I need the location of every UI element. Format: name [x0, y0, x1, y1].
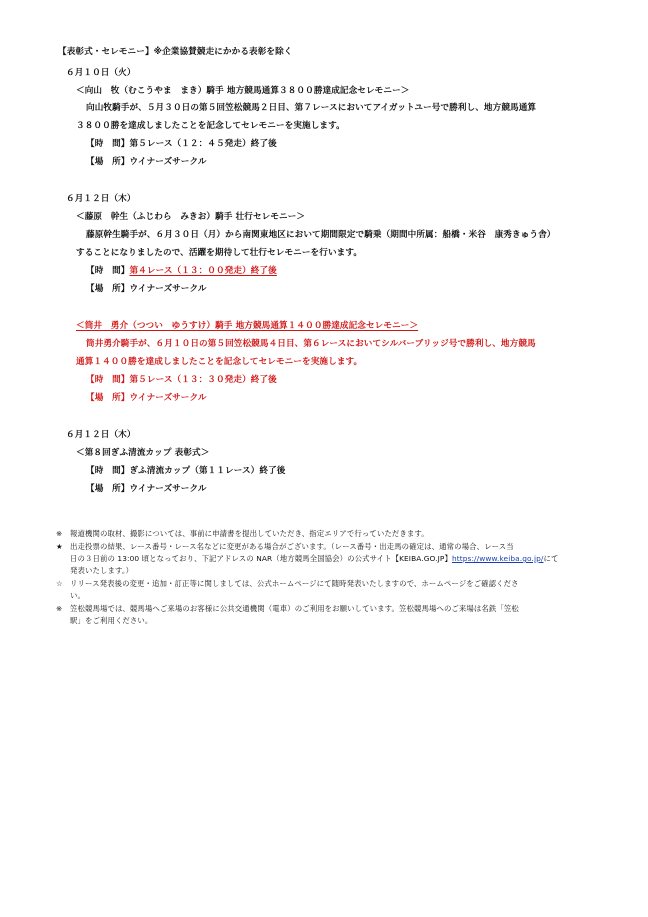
- event-3-body-line1: 筒井勇介騎手が、６月１０日の第５回笠松競馬４日目、第６レースにおいてシルバーブリッジ号で勝利し、地方競馬: [86, 339, 536, 349]
- note-2-line1: 出走投票の結果、レース番号・レース名などに変更がある場合がございます。（レース番号・出走馬の確定は、通常の場合、レース当: [70, 542, 514, 551]
- event-2-place-value: ウイナーズサークル: [129, 284, 207, 294]
- event-3-time-label: 【時 間】: [86, 375, 130, 385]
- note-3-line2: い。: [70, 591, 85, 600]
- section-title-label: 【表彰式・セレモニー】: [58, 47, 154, 57]
- event-3-place-label: 【場 所】: [86, 393, 130, 403]
- event-3-heading: ＜筒井 勇介（つつい ゆうすけ）騎手 地方競馬通算１４００勝達成記念セレモニー＞: [76, 321, 419, 331]
- event-1-date: ６月１０日（火）: [66, 68, 136, 78]
- event-1-place-value: ウイナーズサークル: [129, 157, 207, 167]
- event-1-time-value: 第５レース（１２：４５発走）終了後: [129, 139, 277, 149]
- note-2-line2b: にて: [543, 554, 559, 563]
- note-2-line3: 発表いたします。）: [70, 566, 134, 575]
- note-4-line2: 駅」をご利用ください。: [70, 616, 153, 625]
- event-2-place: [86, 283, 207, 295]
- note-2-mark: ★: [56, 542, 63, 551]
- event-4-date: ６月１２日（木）: [66, 430, 136, 440]
- event-2-heading: ＜藤原 幹生（ふじわら みきお）騎手 壮行セレモニー＞: [76, 212, 306, 222]
- event-1-body-line1: 向山牧騎手が、５月３０日の第５回笠松競馬２日目、第７レースにおいてアイガットユー号で勝利し、地方競馬通算: [86, 103, 537, 113]
- event-4-heading: ＜第８回ぎふ清流カップ 表彰式＞: [76, 448, 210, 458]
- event-3-place-value: ウイナーズサークル: [129, 393, 207, 403]
- event-4-time-value: ぎふ清流カップ（第１１レース）終了後: [129, 466, 286, 476]
- event-4-time-label: 【時 間】: [86, 466, 130, 476]
- event-3-time: [86, 374, 277, 386]
- event-2-date: ６月１２日（木）: [66, 194, 136, 204]
- note-4-line1: 笠松競馬場では、競馬場へご来場のお客様に公共交通機関（電車）のご利用をお願いしています。笠松競馬場へのご来場は名鉄「笠松: [70, 604, 519, 613]
- note-4-mark: ※: [56, 604, 63, 613]
- note-2-line2: [70, 553, 558, 564]
- event-3-body-line2: 通算１４００勝を達成しましたことを記念してセレモニーを実施します。: [76, 357, 363, 367]
- event-4-place-label: 【場 所】: [86, 484, 130, 494]
- event-2-time-value: 第４レース（１３：００発走）終了後: [129, 266, 277, 276]
- event-2-body-line2: することになりましたので、活躍を期待して壮行セレモニーを行います。: [76, 248, 363, 258]
- note-2-line2a: 日の３日前の 13:00 頃となっており、下記アドレスの NAR（地方競馬全国協会）の公式サイト【KEIBA.GO.JP】: [70, 554, 452, 563]
- event-1-time: [86, 138, 277, 150]
- event-3-time-value: 第５レース（１３：３０発走）終了後: [129, 375, 277, 385]
- nar-site-link[interactable]: https://www.keiba.go.jp/: [451, 554, 544, 563]
- event-2-place-label: 【場 所】: [86, 284, 130, 294]
- section-title-note: ※企業協賛競走にかかる表彰を除く: [153, 47, 293, 57]
- note-3-line1: リリース発表後の変更・追加・訂正等に関しましては、公式ホームページにて随時発表いたしますので、ホームページをご確認くださ: [70, 579, 519, 588]
- event-4-time: [86, 465, 285, 477]
- event-2-time-label: 【時 間】: [86, 266, 130, 276]
- event-1-place: [86, 156, 207, 168]
- event-4-place: [86, 483, 207, 495]
- event-1-place-label: 【場 所】: [86, 157, 130, 167]
- event-1-heading: ＜向山 牧（むこうやま まき）騎手 地方競馬通算３８００勝達成記念セレモニー＞: [76, 86, 410, 96]
- note-3-mark: ☆: [56, 579, 63, 588]
- event-1-body-line2: ３８００勝を達成しましたことを記念してセレモニーを実施します。: [76, 121, 345, 131]
- event-2-time: [86, 265, 277, 277]
- section-title: [58, 46, 293, 58]
- event-3-place: [86, 392, 207, 404]
- event-1-time-label: 【時 間】: [86, 139, 130, 149]
- event-2-body-line1: 藤原幹生騎手が、６月３０日（月）から南関東地区において期間限定で騎乗（期間中所属：船橋・米谷 康秀きゅう舎）: [86, 230, 556, 240]
- event-4-place-value: ウイナーズサークル: [129, 484, 207, 494]
- note-1-mark: ※: [56, 529, 63, 538]
- note-1-line1: 報道機関の取材、撮影については、事前に申請書を提出していただき、指定エリアで行っていただきます。: [70, 529, 429, 538]
